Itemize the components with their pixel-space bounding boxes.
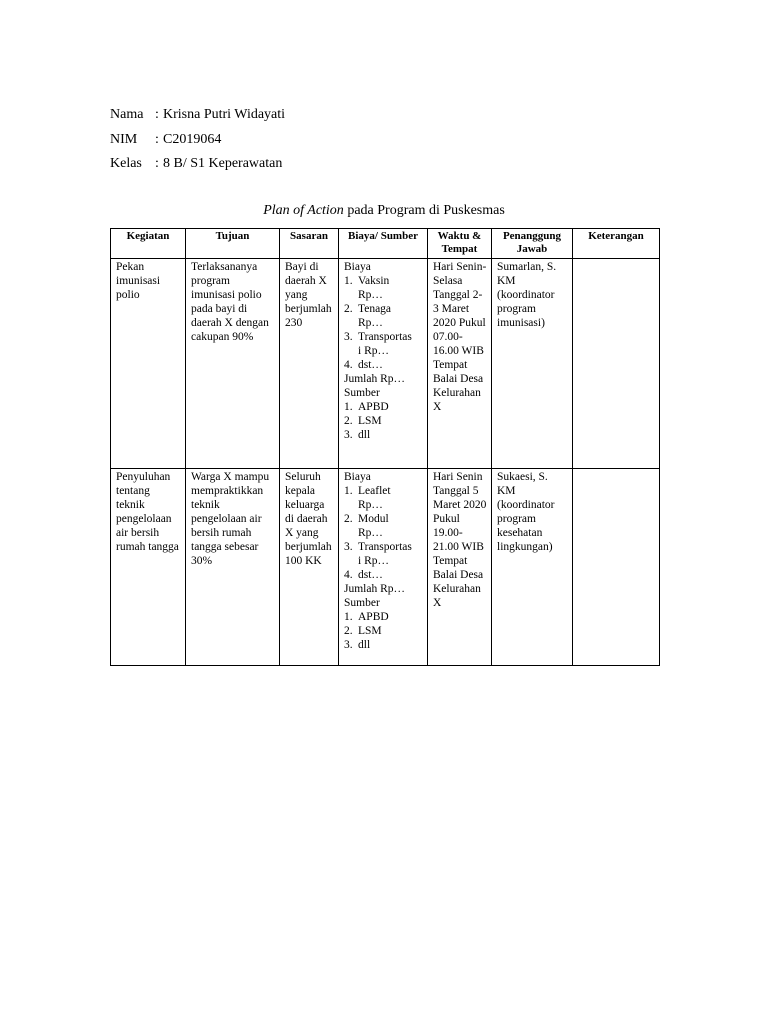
list-number: 2. xyxy=(344,625,353,637)
list-number: 2. xyxy=(344,513,353,525)
nim-row xyxy=(110,128,285,153)
list-number: 1. xyxy=(344,401,353,413)
list-item xyxy=(344,414,423,428)
list-text: APBD xyxy=(358,611,389,623)
sumber-list xyxy=(344,610,423,652)
cell-biaya-sumber xyxy=(339,469,428,666)
list-number: 1. xyxy=(344,611,353,623)
list-text: dll xyxy=(358,639,371,651)
list-subtext: Rp… xyxy=(358,289,383,301)
list-text: dst… xyxy=(358,359,383,371)
list-text: Vaksin xyxy=(358,275,390,287)
biaya-list xyxy=(344,484,423,582)
header-kegiatan: Kegiatan xyxy=(111,229,186,259)
cell-keterangan xyxy=(573,259,660,469)
list-subtext: i Rp… xyxy=(358,345,389,357)
cell-sasaran: Seluruh kepala keluarga di daerah X yang berjumlah 100 KK xyxy=(280,469,339,666)
cell-keterangan xyxy=(573,469,660,666)
list-number: 3. xyxy=(344,429,353,441)
list-subtext: Rp… xyxy=(358,499,383,511)
header-waktu-tempat: Waktu & Tempat xyxy=(428,229,492,259)
nama-separator: : xyxy=(155,107,159,122)
header-penanggung-jawab: Penanggung Jawab xyxy=(492,229,573,259)
list-item xyxy=(344,302,423,330)
title-italic: Plan of Action xyxy=(263,203,344,218)
list-number: 4. xyxy=(344,359,353,371)
kelas-row xyxy=(110,152,285,177)
list-text: Tenaga xyxy=(358,303,392,315)
nama-row xyxy=(110,103,285,128)
list-number: 1. xyxy=(344,485,353,497)
jumlah-text: Jumlah Rp… xyxy=(344,583,406,595)
header-keterangan: Keterangan xyxy=(573,229,660,259)
nim-value: C2019064 xyxy=(163,131,222,147)
kelas-separator: : xyxy=(155,156,159,171)
cell-penanggung-jawab: Sukaesi, S. KM (koordinator program kesehatan lingkungan) xyxy=(492,469,573,666)
list-item xyxy=(344,610,423,624)
list-text: LSM xyxy=(358,415,382,427)
cell-tujuan: Terlaksananya program imunisasi polio pada bayi di daerah X dengan cakupan 90% xyxy=(186,259,280,469)
list-item xyxy=(344,568,423,582)
list-number: 2. xyxy=(344,415,353,427)
header-sasaran: Sasaran xyxy=(280,229,339,259)
kelas-value: 8 B/ S1 Keperawatan xyxy=(163,156,283,171)
title-rest: pada Program di Puskesmas xyxy=(343,203,505,218)
list-number: 1. xyxy=(344,275,353,287)
table-row xyxy=(111,469,660,666)
list-item xyxy=(344,400,423,414)
cell-penanggung-jawab: Sumarlan, S. KM (koordinator program imunisasi) xyxy=(492,259,573,469)
nim-label: NIM xyxy=(110,131,138,147)
list-subtext: Rp… xyxy=(358,317,383,329)
list-number: 4. xyxy=(344,569,353,581)
list-text: LSM xyxy=(358,625,382,637)
document-title xyxy=(0,203,768,219)
cell-sasaran: Bayi di daerah X yang berjumlah 230 xyxy=(280,259,339,469)
jumlah-text: Jumlah Rp… xyxy=(344,373,406,385)
list-text: Modul xyxy=(358,513,389,525)
table-header-row xyxy=(111,229,660,259)
nama-value: Krisna Putri Widayati xyxy=(163,107,286,122)
header-tujuan: Tujuan xyxy=(186,229,280,259)
list-item xyxy=(344,540,423,568)
list-text: APBD xyxy=(358,401,389,413)
list-item xyxy=(344,484,423,512)
nama-label: Nama xyxy=(110,107,144,122)
cell-tujuan: Warga X mampu mempraktikkan teknik pengelolaan air bersih rumah tangga sebesar 30% xyxy=(186,469,280,666)
list-text: Transportas xyxy=(358,331,412,343)
header-biaya-sumber: Biaya/ Sumber xyxy=(339,229,428,259)
student-info xyxy=(110,103,285,177)
biaya-label: Biaya xyxy=(344,261,371,273)
table-row xyxy=(111,259,660,469)
cell-biaya-sumber xyxy=(339,259,428,469)
list-number: 3. xyxy=(344,541,353,553)
list-item xyxy=(344,428,423,442)
sumber-label: Sumber xyxy=(344,597,380,609)
list-subtext: Rp… xyxy=(358,527,383,539)
list-text: dst… xyxy=(358,569,383,581)
list-item xyxy=(344,624,423,638)
list-number: 3. xyxy=(344,639,353,651)
list-item xyxy=(344,274,423,302)
nim-separator: : xyxy=(155,131,159,147)
list-item xyxy=(344,330,423,358)
list-text: Transportas xyxy=(358,541,412,553)
cell-waktu-tempat: Hari Senin Tanggal 5 Maret 2020 Pukul 19.00-21.00 WIB Tempat Balai Desa Kelurahan X xyxy=(428,469,492,666)
list-text: Leaflet xyxy=(358,485,391,497)
cell-waktu-tempat: Hari Senin-Selasa Tanggal 2-3 Maret 2020 Pukul 07.00-16.00 WIB Tempat Balai Desa Kelurahan X xyxy=(428,259,492,469)
list-number: 2. xyxy=(344,303,353,315)
biaya-label: Biaya xyxy=(344,471,371,483)
list-item xyxy=(344,358,423,372)
list-subtext: i Rp… xyxy=(358,555,389,567)
list-item xyxy=(344,638,423,652)
plan-of-action-table xyxy=(110,228,660,666)
kelas-label: Kelas xyxy=(110,156,142,171)
list-number: 3. xyxy=(344,331,353,343)
sumber-label: Sumber xyxy=(344,387,380,399)
cell-kegiatan: Penyuluhan tentang teknik pengelolaan air bersih rumah tangga xyxy=(111,469,186,666)
cell-kegiatan: Pekan imunisasi polio xyxy=(111,259,186,469)
sumber-list xyxy=(344,400,423,442)
list-text: dll xyxy=(358,429,371,441)
list-item xyxy=(344,512,423,540)
biaya-list xyxy=(344,274,423,372)
